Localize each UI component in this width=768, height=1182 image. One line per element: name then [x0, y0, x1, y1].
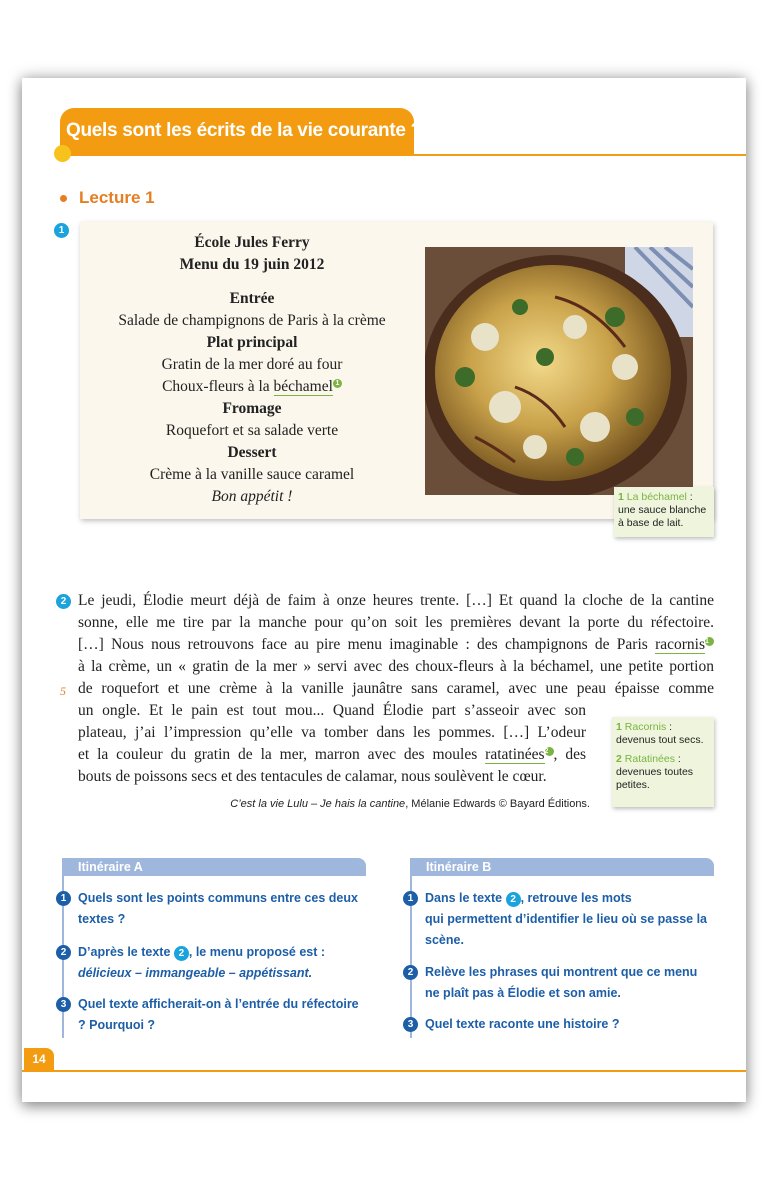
- credit-title: C’est la vie Lulu – Je hais la cantine: [230, 798, 406, 810]
- itineraire-b-q3: [407, 1014, 710, 1035]
- text-ref-badge: 2: [506, 892, 521, 907]
- menu-closing: Bon appétit !: [211, 488, 293, 505]
- note2-b: 2 Ratatinées : devenues toutes petites.: [616, 753, 694, 791]
- story-line-8-end: , des: [553, 746, 586, 763]
- itineraire-b-q1-suffix: , retrouve les mots: [520, 891, 632, 905]
- note-ref-ratatinees: 2: [545, 747, 554, 756]
- note2-a-term: Racornis: [624, 721, 667, 733]
- q-bullet-icon: 3: [403, 1017, 418, 1032]
- itineraire-b-header: Itinéraire B: [410, 858, 714, 876]
- note2-b-num: 2: [616, 753, 622, 765]
- section-heading: [60, 188, 155, 208]
- itineraire-b-q3-text: Quel texte raconte une histoire ?: [425, 1017, 620, 1031]
- itineraire-a-q1-text: Quels sont les points communs entre ces deux textes ?: [78, 891, 358, 926]
- note-ref-racornis: 1: [705, 637, 714, 646]
- racornis-word: racornis: [655, 636, 705, 653]
- note2-a: 1 Racornis : devenus tout secs.: [616, 721, 704, 746]
- itineraire-a-q2-suffix: , le menu proposé est :: [188, 945, 326, 959]
- story-line-5: de roquefort et une crème à la vanille jaunâtre sans caramel, avec une peau épaisse comme: [78, 680, 714, 697]
- q-bullet-icon: 2: [403, 965, 418, 980]
- note1-term: La béchamel: [626, 491, 687, 503]
- credit: [200, 798, 590, 810]
- menu-fromage-label: Fromage: [222, 400, 282, 417]
- story-line-2: sonne, elle me tire par la manche pour qu’on soit les premières devant la porte du réfectoire.: [78, 614, 714, 631]
- page-number: 14: [24, 1048, 54, 1070]
- story-line-3: [78, 634, 714, 656]
- text-ref-badge: 2: [174, 946, 189, 961]
- story-line-8: [78, 744, 586, 766]
- credit-author: , Mélanie Edwards © Bayard Éditions.: [405, 798, 590, 810]
- menu-plat2-text: Choux-fleurs à la: [162, 378, 274, 395]
- story-line-3-text: […] Nous nous retrouvons face au pire menu imaginable : des champignons de Paris: [78, 636, 656, 653]
- ratatinees-word: ratatinées: [485, 746, 545, 763]
- menu-entree: Salade de champignons de Paris à la crème: [118, 312, 386, 329]
- itineraire-b-q1-prefix: Dans le texte: [425, 891, 506, 905]
- itineraire-a-header: Itinéraire A: [62, 858, 366, 876]
- itineraire-a-q3: [60, 994, 368, 1036]
- page-title: Quels sont les écrits de la vie courante ?: [66, 120, 422, 141]
- doc2-number-badge: 2: [56, 594, 71, 609]
- note2-a-def: devenus tout secs.: [616, 734, 704, 746]
- title-underline: [60, 154, 746, 156]
- story-line-8-text: et la couleur du gratin de la mer, marron avec des moules: [78, 746, 486, 763]
- menu-dessert-label: Dessert: [227, 444, 277, 461]
- title-dot: [54, 145, 71, 162]
- itineraire-a-q2-options: délicieux – immangeable – appétissant.: [78, 966, 313, 980]
- note-bechamel: 1 La béchamel : une sauce blanche à base de lait.: [614, 487, 714, 537]
- itineraire-b-q2-text: Relève les phrases qui montrent que ce menu ne plaît pas à Élodie et son amie.: [425, 965, 698, 1000]
- itineraire-a-q2: [60, 942, 368, 984]
- q-bullet-icon: 2: [56, 945, 71, 960]
- note2-b-term: Ratatinées: [624, 753, 675, 765]
- itineraire-b-q1: [407, 888, 710, 951]
- menu-date: Menu du 19 juin 2012: [179, 256, 325, 273]
- q-bullet-icon: 1: [403, 891, 418, 906]
- menu-entree-label: Entrée: [229, 290, 275, 307]
- story-line-7: plateau, j’ai l’impression qu’elle va tomber dans les pommes. […] L’odeur: [78, 724, 586, 741]
- footer-line: [22, 1070, 746, 1072]
- story-line-4: à la crème, un « gratin de la mer » servi avec des choux-fleurs à la béchamel, une petite portion: [78, 658, 714, 675]
- q-bullet-icon: 3: [56, 997, 71, 1012]
- itineraire-a-q2-prefix: D’après le texte: [78, 945, 174, 959]
- itineraire-a-q3-text: Quel texte afficherait-on à l’entrée du réfectoire ? Pourquoi ?: [78, 997, 359, 1032]
- menu-text: [82, 232, 422, 508]
- doc1-number-badge: 1: [54, 223, 69, 238]
- q-bullet-icon: 1: [56, 891, 71, 906]
- story-line-9: bouts de poissons secs et des tentacules de calamar, nous soulèvent le cœur.: [78, 768, 547, 785]
- menu-plat1: Gratin de la mer doré au four: [161, 356, 343, 373]
- itineraire-b-q1-rest: qui permettent d’identifier le lieu où se passe la scène.: [425, 912, 708, 947]
- note-racornis-ratatinees: [612, 717, 714, 807]
- itineraire-b-q2: [407, 962, 710, 1004]
- line-number-5: 5: [60, 684, 66, 698]
- gratin-photo: [425, 247, 693, 495]
- story-line-1: Le jeudi, Élodie meurt déjà de faim à onze heures trente. […] Et quand la cloche de la cantine: [78, 592, 714, 609]
- note2-b-def: devenues toutes petites.: [616, 766, 694, 791]
- bechamel-word: béchamel: [273, 378, 333, 395]
- note1-def: une sauce blanche à base de lait.: [618, 504, 707, 529]
- note2-a-num: 1: [616, 721, 622, 733]
- menu-plat-label: Plat principal: [206, 334, 298, 351]
- menu-school: École Jules Ferry: [194, 234, 310, 251]
- menu-plat2: [82, 376, 422, 398]
- menu-fromage: Roquefort et sa salade verte: [165, 422, 339, 439]
- bullet-dot-icon: [60, 195, 67, 202]
- section-title: Lecture 1: [79, 188, 155, 207]
- itineraire-a-q1: [60, 888, 368, 930]
- note-ref-1: 1: [333, 379, 342, 388]
- menu-dessert: Crème à la vanille sauce caramel: [149, 466, 355, 483]
- note1-num: 1: [618, 491, 624, 503]
- story-line-6: un ongle. Et le pain est tout mou... Quand Élodie part s’asseoir avec son: [78, 702, 586, 719]
